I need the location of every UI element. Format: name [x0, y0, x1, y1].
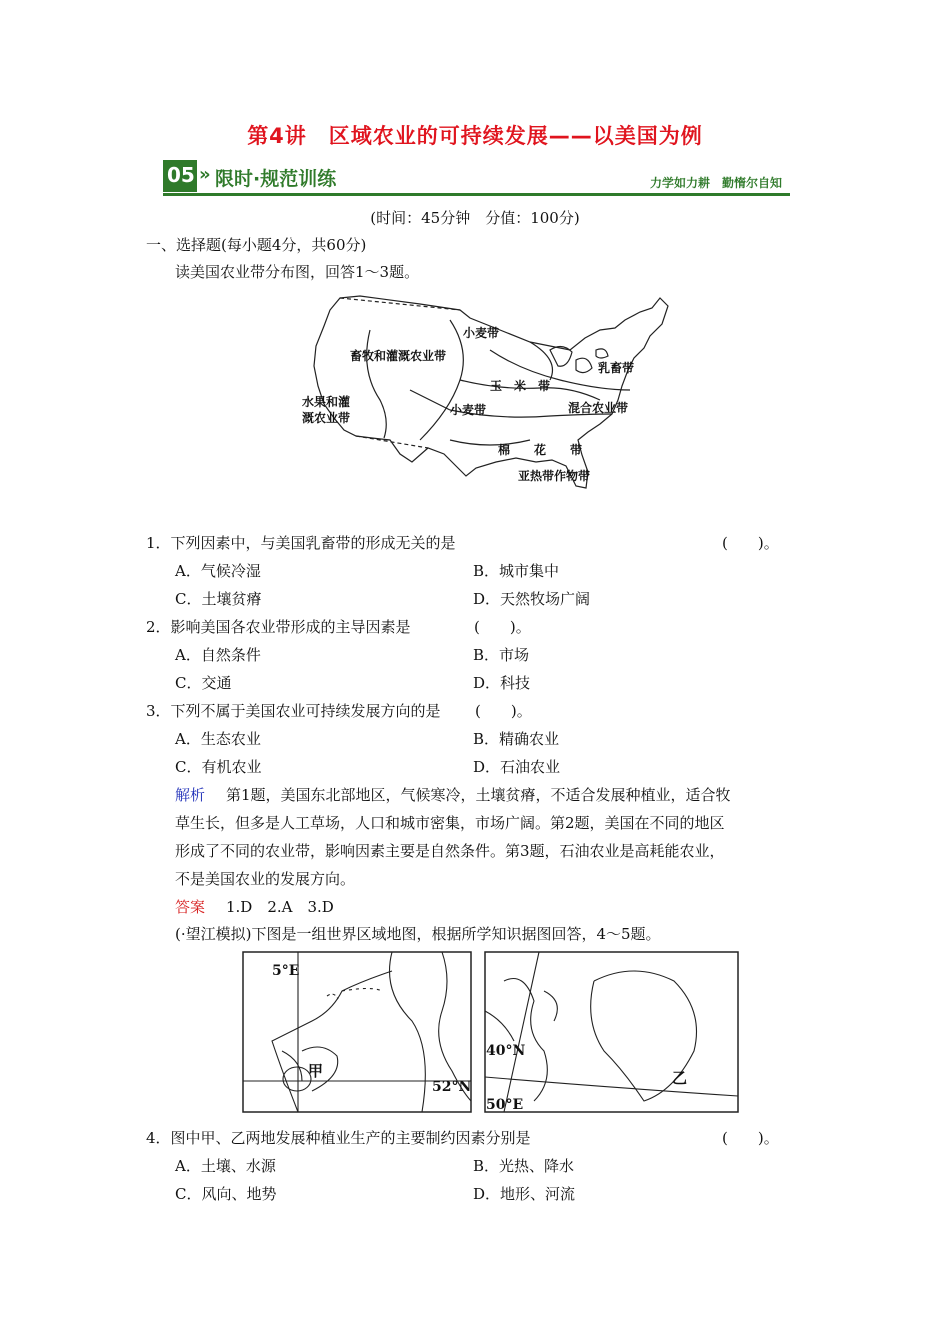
region-map-left [242, 951, 472, 1113]
question-4-stem: 4．图中甲、乙两地发展种植业生产的主要制约因素分别是 [146, 1129, 531, 1147]
label-fruit-2: 溉农业带 [302, 411, 351, 425]
banner-rule [163, 193, 790, 196]
section-banner [163, 160, 790, 196]
label-subtropical: 亚热带作物带 [518, 469, 591, 483]
analysis-line-3: 形成了不同的农业带，影响因素主要是自然条件。第3题，石油农业是高耗能农业， [175, 842, 725, 860]
q3-option-d[interactable]: D．石油农业 [473, 758, 561, 776]
region-map-right [484, 951, 739, 1113]
question-1-bracket: ( )。 [722, 534, 779, 552]
q4-option-c[interactable]: C．风向、地势 [175, 1185, 277, 1203]
answer-text: 1.D 2.A 3.D [226, 898, 334, 916]
label-dairy: 乳畜带 [598, 361, 635, 375]
intro-map2: (·望江模拟)下图是一组世界区域地图，根据所学知识据图回答，4～5题。 [175, 925, 661, 943]
right-lat-label: 40°N [486, 1043, 526, 1059]
analysis-label: 解析 [175, 786, 206, 804]
q1-option-d[interactable]: D．天然牧场广阔 [473, 590, 591, 608]
question-4-bracket: ( )。 [722, 1129, 779, 1147]
q2-option-c[interactable]: C．交通 [175, 674, 232, 692]
label-mixed: 混合农业带 [568, 401, 629, 415]
banner-number: 05 [167, 163, 195, 187]
label-fruit-1: 水果和灌 [302, 395, 351, 409]
analysis-line-2: 草生长，但多是人工草场，人口和城市密集，市场广阔。第2题，美国在不同的地区 [175, 814, 725, 832]
right-region-label: 乙 [672, 1069, 688, 1087]
question-2-bracket: ( )。 [474, 618, 531, 636]
label-corn: 玉 米 带 [490, 379, 551, 393]
question-3-stem: 3．下列不属于美国农业可持续发展方向的是 [146, 702, 441, 720]
analysis-line-1: 第1题，美国东北部地区，气候寒冷，土壤贫瘠，不适合发展种植业，适合牧 [226, 786, 731, 804]
label-wheat-south: 小麦带 [450, 403, 487, 417]
q1-option-b[interactable]: B．城市集中 [473, 562, 560, 580]
label-cotton: 棉 花 带 [498, 443, 583, 457]
q4-option-d[interactable]: D．地形、河流 [473, 1185, 576, 1203]
q1-option-a[interactable]: A．气候冷湿 [175, 562, 261, 580]
q4-option-b[interactable]: B．光热、降水 [473, 1157, 575, 1175]
analysis-line-4: 不是美国农业的发展方向。 [175, 870, 356, 888]
banner-motto: 力学如力耕 勤惰尔自知 [649, 176, 782, 190]
q2-option-d[interactable]: D．科技 [473, 674, 531, 692]
us-agriculture-map [300, 290, 680, 495]
question-1-stem: 1．下列因素中，与美国乳畜带的形成无关的是 [146, 534, 456, 552]
left-lon-label: 5°E [272, 963, 300, 979]
intro-map1: 读美国农业带分布图，回答1～3题。 [175, 263, 420, 281]
q1-option-c[interactable]: C．土壤贫瘠 [175, 590, 262, 608]
left-region-label: 甲 [308, 1062, 324, 1080]
section-heading: 一、选择题(每小题4分，共60分) [146, 236, 367, 254]
q3-option-c[interactable]: C．有机农业 [175, 758, 262, 776]
right-lon-label: 50°E [486, 1097, 524, 1113]
label-ranching: 畜牧和灌溉农业带 [350, 349, 447, 363]
left-lat-label: 52°N [432, 1079, 472, 1095]
label-wheat-north: 小麦带 [463, 326, 500, 340]
question-3-bracket: ( )。 [475, 702, 532, 720]
time-info: (时间：45分钟 分值：100分) [370, 209, 580, 227]
question-2-stem: 2．影响美国各农业带形成的主导因素是 [146, 618, 411, 636]
answer-label: 答案 [175, 898, 206, 916]
q2-option-a[interactable]: A．自然条件 [175, 646, 261, 664]
banner-arrow: » [199, 164, 211, 185]
q4-option-a[interactable]: A．土壤、水源 [175, 1157, 276, 1175]
q2-option-b[interactable]: B．市场 [473, 646, 530, 664]
page-title: 第4讲 区域农业的可持续发展——以美国为例 [247, 124, 703, 148]
banner-label: 限时·规范训练 [215, 168, 337, 190]
q3-option-a[interactable]: A．生态农业 [175, 730, 261, 748]
q3-option-b[interactable]: B．精确农业 [473, 730, 560, 748]
